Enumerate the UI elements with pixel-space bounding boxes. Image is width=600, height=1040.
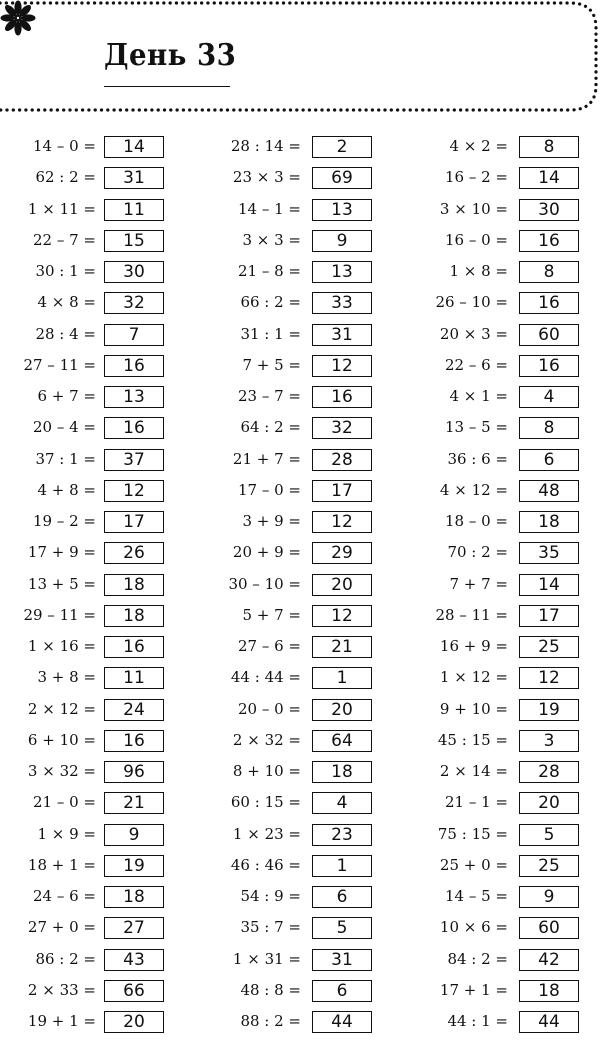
exercise-expression: 21 – 8 = [237, 262, 301, 280]
answer-box[interactable]: 3 [519, 730, 579, 752]
exercise-expression: 20 – 0 = [237, 699, 301, 718]
answer-box[interactable]: 44 [519, 1011, 579, 1033]
answer-box[interactable]: 44 [312, 1011, 372, 1033]
exercise-expression: 8 + 10 = [232, 762, 301, 780]
answer-box[interactable]: 28 [312, 449, 372, 471]
answer-box[interactable]: 18 [312, 761, 372, 783]
exercise-expression: 13 + 5 = [27, 574, 96, 593]
answer-box[interactable]: 6 [519, 449, 579, 471]
exercise-row [0, 540, 560, 571]
exercise-expression: 19 – 2 = [32, 512, 96, 530]
exercise-expression: 25 + 0 = [439, 855, 508, 874]
exercise-expression: 26 – 10 = [435, 293, 508, 312]
answer-box[interactable]: 13 [312, 199, 372, 221]
exercise-expression: 31 : 1 = [240, 324, 301, 343]
answer-box[interactable]: 16 [519, 355, 579, 377]
answer-box[interactable]: 1 [312, 667, 372, 689]
exercise-expression: 14 – 1 = [237, 199, 301, 218]
exercise-row [0, 822, 555, 853]
answer-box[interactable]: 19 [104, 855, 164, 877]
exercise-expression: 21 + 7 = [232, 449, 301, 468]
answer-box[interactable]: 8 [519, 261, 579, 283]
answer-box[interactable]: 35 [519, 542, 579, 564]
answer-box[interactable]: 18 [519, 980, 579, 1002]
answer-box[interactable]: 60 [519, 324, 579, 346]
answer-box[interactable]: 31 [104, 167, 164, 189]
exercise-expression: 27 + 0 = [27, 918, 96, 937]
exercise-expression: 19 + 1 = [27, 1012, 96, 1030]
exercise-expression: 2 × 12 = [27, 699, 96, 718]
dotted-border [0, 0, 600, 118]
exercise-expression: 4 × 1 = [449, 387, 508, 405]
exercise-row [0, 853, 560, 884]
exercise-row [0, 978, 560, 1009]
exercise-expression: 1 × 12 = [439, 668, 508, 687]
exercise-expression: 1 × 23 = [232, 824, 301, 843]
answer-box[interactable]: 15 [104, 230, 164, 252]
exercise-expression: 86 : 2 = [35, 949, 96, 968]
exercise-row [0, 572, 560, 603]
exercise-expression: 20 – 4 = [32, 418, 96, 437]
exercise-expression: 37 : 1 = [35, 449, 96, 468]
exercise-expression: 18 – 0 = [444, 512, 508, 530]
exercise-expression: 1 × 16 = [27, 637, 96, 655]
exercise-row [0, 290, 560, 321]
exercise-expression: 54 : 9 = [240, 887, 301, 905]
exercise-row [0, 947, 560, 978]
answer-box[interactable]: 21 [104, 792, 164, 814]
answer-box[interactable]: 12 [312, 511, 372, 533]
exercise-row [0, 322, 560, 353]
answer-box[interactable]: 64 [312, 730, 372, 752]
exercise-expression: 44 : 44 = [230, 668, 301, 687]
exercise-expression: 17 + 1 = [439, 980, 508, 999]
exercise-row [0, 197, 560, 228]
exercise-row [0, 665, 560, 696]
answer-box[interactable]: 28 [519, 761, 579, 783]
exercise-expression: 20 × 3 = [439, 324, 508, 343]
exercise-expression: 21 – 0 = [32, 793, 96, 812]
answer-box[interactable]: 9 [104, 824, 164, 846]
answer-box[interactable]: 11 [104, 667, 164, 689]
exercise-expression: 13 – 5 = [444, 418, 508, 437]
exercise-expression: 30 : 1 = [35, 262, 96, 280]
exercise-expression: 16 + 9 = [439, 637, 508, 655]
answer-box[interactable]: 69 [312, 167, 372, 189]
page-title: День 33 [104, 38, 237, 73]
exercise-row [0, 384, 555, 415]
exercise-expression: 4 × 8 = [37, 293, 96, 312]
exercise-expression: 21 – 1 = [444, 793, 508, 812]
exercise-expression: 17 – 0 = [237, 480, 301, 499]
exercise-expression: 27 – 6 = [237, 637, 301, 655]
answer-box[interactable]: 30 [519, 199, 579, 221]
answer-box[interactable]: 18 [104, 886, 164, 908]
exercise-expression: 1 × 31 = [232, 949, 301, 968]
answer-box[interactable]: 42 [519, 949, 579, 971]
exercise-expression: 48 : 8 = [240, 980, 301, 999]
exercise-expression: 22 – 7 = [32, 230, 96, 249]
answer-box[interactable]: 14 [104, 136, 164, 158]
exercise-expression: 18 + 1 = [27, 855, 96, 874]
answer-box[interactable]: 4 [519, 386, 579, 408]
exercise-row [0, 884, 555, 915]
answer-box[interactable]: 13 [104, 386, 164, 408]
exercise-expression: 66 : 2 = [240, 293, 301, 312]
page-header [0, 0, 600, 118]
exercise-row [0, 728, 555, 759]
answer-box[interactable]: 26 [104, 542, 164, 564]
answer-box[interactable]: 18 [104, 574, 164, 596]
answer-box[interactable]: 19 [519, 699, 579, 721]
answer-box[interactable]: 12 [104, 480, 164, 502]
exercise-row [0, 259, 555, 290]
answer-box[interactable]: 9 [312, 230, 372, 252]
exercise-expression: 1 × 9 = [37, 824, 96, 843]
exercise-row [0, 915, 560, 946]
answer-box[interactable]: 31 [312, 949, 372, 971]
exercise-expression: 6 + 10 = [27, 730, 96, 749]
exercise-row [0, 228, 560, 259]
answer-box[interactable]: 13 [312, 261, 372, 283]
exercise-expression: 84 : 2 = [447, 949, 508, 968]
exercise-row [0, 603, 560, 634]
exercise-expression: 4 × 12 = [439, 480, 508, 499]
exercise-row [0, 415, 555, 446]
answer-box[interactable]: 18 [104, 605, 164, 627]
exercise-expression: 9 + 10 = [439, 699, 508, 718]
exercise-expression: 4 + 8 = [37, 480, 96, 499]
exercise-expression: 45 : 15 = [437, 730, 508, 749]
exercise-row [0, 509, 560, 540]
exercise-expression: 17 + 9 = [27, 543, 96, 562]
answer-box[interactable]: 12 [519, 667, 579, 689]
answer-box[interactable]: 16 [104, 355, 164, 377]
exercise-expression: 1 × 8 = [449, 262, 508, 280]
answer-box[interactable]: 20 [519, 792, 579, 814]
exercise-expression: 24 – 6 = [32, 887, 96, 905]
exercise-expression: 29 – 11 = [23, 605, 96, 624]
answer-box[interactable]: 60 [519, 917, 579, 939]
exercise-expression: 28 : 4 = [35, 324, 96, 343]
exercise-row [0, 353, 560, 384]
exercise-expression: 28 – 11 = [435, 605, 508, 624]
exercise-expression: 20 + 9 = [232, 543, 301, 562]
answer-box[interactable]: 12 [312, 355, 372, 377]
exercise-expression: 14 – 5 = [444, 887, 508, 905]
answer-box[interactable]: 32 [312, 417, 372, 439]
exercise-expression: 3 × 32 = [27, 762, 96, 780]
answer-box[interactable]: 6 [312, 980, 372, 1002]
exercise-expression: 2 × 33 = [27, 980, 96, 999]
exercise-row [0, 134, 555, 165]
exercise-expression: 14 – 0 = [32, 137, 96, 155]
exercise-expression: 3 × 10 = [439, 199, 508, 218]
answer-box[interactable]: 16 [104, 417, 164, 439]
answer-box[interactable]: 12 [312, 605, 372, 627]
exercise-row [0, 165, 560, 196]
answer-box[interactable]: 23 [312, 824, 372, 846]
exercise-expression: 62 : 2 = [35, 168, 96, 187]
answer-box[interactable]: 24 [104, 699, 164, 721]
exercise-expression: 10 × 6 = [439, 918, 508, 937]
exercise-expression: 3 × 3 = [242, 230, 301, 249]
exercise-expression: 5 + 7 = [242, 605, 301, 624]
answer-box[interactable]: 5 [519, 824, 579, 846]
asterisk-flower-icon [0, 0, 36, 36]
exercise-expression: 64 : 2 = [240, 418, 301, 437]
exercise-expression: 7 + 5 = [242, 355, 301, 374]
exercise-expression: 23 × 3 = [232, 168, 301, 187]
answer-box[interactable]: 16 [312, 386, 372, 408]
answer-box[interactable]: 16 [519, 230, 579, 252]
exercise-expression: 2 × 14 = [439, 762, 508, 780]
answer-box[interactable]: 20 [312, 574, 372, 596]
answer-box[interactable]: 25 [519, 636, 579, 658]
exercise-row [0, 1009, 560, 1040]
exercise-expression: 16 – 0 = [444, 230, 508, 249]
exercise-expression: 3 + 8 = [37, 668, 96, 687]
exercise-expression: 60 : 15 = [230, 793, 301, 812]
answer-box[interactable]: 6 [312, 886, 372, 908]
exercise-expression: 23 – 7 = [237, 387, 301, 405]
answer-box[interactable]: 16 [519, 292, 579, 314]
exercise-row [0, 790, 560, 821]
title-underline [104, 86, 230, 87]
answer-box[interactable]: 96 [104, 761, 164, 783]
exercise-expression: 88 : 2 = [240, 1012, 301, 1030]
answer-box[interactable]: 17 [312, 480, 372, 502]
exercise-row [0, 478, 560, 509]
answer-box[interactable]: 18 [519, 511, 579, 533]
exercise-row [0, 759, 560, 790]
answer-box[interactable]: 16 [104, 636, 164, 658]
exercise-expression: 6 + 7 = [37, 387, 96, 405]
exercise-expression: 44 : 1 = [447, 1012, 508, 1030]
exercise-expression: 3 + 9 = [242, 512, 301, 530]
exercise-expression: 2 × 32 = [232, 730, 301, 749]
answer-box[interactable]: 8 [519, 417, 579, 439]
exercise-expression: 7 + 7 = [449, 574, 508, 593]
answer-box[interactable]: 7 [104, 324, 164, 346]
answer-box[interactable]: 1 [312, 855, 372, 877]
answer-box[interactable]: 16 [104, 730, 164, 752]
exercise-expression: 1 × 11 = [27, 199, 96, 218]
answer-box[interactable]: 17 [519, 605, 579, 627]
answer-box[interactable]: 5 [312, 917, 372, 939]
answer-box[interactable]: 2 [312, 136, 372, 158]
answer-box[interactable]: 30 [104, 261, 164, 283]
answer-box[interactable]: 25 [519, 855, 579, 877]
answer-box[interactable]: 66 [104, 980, 164, 1002]
answer-box[interactable]: 20 [104, 1011, 164, 1033]
answer-box[interactable]: 48 [519, 480, 579, 502]
answer-box[interactable]: 27 [104, 917, 164, 939]
exercise-expression: 22 – 6 = [444, 355, 508, 374]
answer-box[interactable]: 14 [519, 574, 579, 596]
answer-box[interactable]: 31 [312, 324, 372, 346]
exercise-expression: 75 : 15 = [437, 824, 508, 843]
exercise-expression: 27 – 11 = [23, 355, 96, 374]
answer-box[interactable]: 20 [312, 699, 372, 721]
answer-box[interactable]: 8 [519, 136, 579, 158]
answer-box[interactable]: 11 [104, 199, 164, 221]
answer-box[interactable]: 43 [104, 949, 164, 971]
exercise-expression: 36 : 6 = [447, 449, 508, 468]
answer-box[interactable]: 32 [104, 292, 164, 314]
answer-box[interactable]: 37 [104, 449, 164, 471]
answer-box[interactable]: 9 [519, 886, 579, 908]
exercise-expression: 4 × 2 = [449, 137, 508, 155]
exercise-expression: 35 : 7 = [240, 918, 301, 937]
answer-box[interactable]: 17 [104, 511, 164, 533]
exercise-row [0, 634, 560, 665]
answer-box[interactable]: 4 [312, 792, 372, 814]
exercise-expression: 28 : 14 = [230, 137, 301, 155]
answer-box[interactable]: 14 [519, 167, 579, 189]
answer-box[interactable]: 21 [312, 636, 372, 658]
exercise-expression: 70 : 2 = [447, 543, 508, 562]
exercise-row [0, 697, 560, 728]
answer-box[interactable]: 33 [312, 292, 372, 314]
exercise-expression: 46 : 46 = [230, 855, 301, 874]
exercise-row [0, 447, 555, 478]
exercise-expression: 16 – 2 = [444, 168, 508, 187]
exercise-expression: 30 – 10 = [228, 574, 301, 593]
answer-box[interactable]: 29 [312, 542, 372, 564]
